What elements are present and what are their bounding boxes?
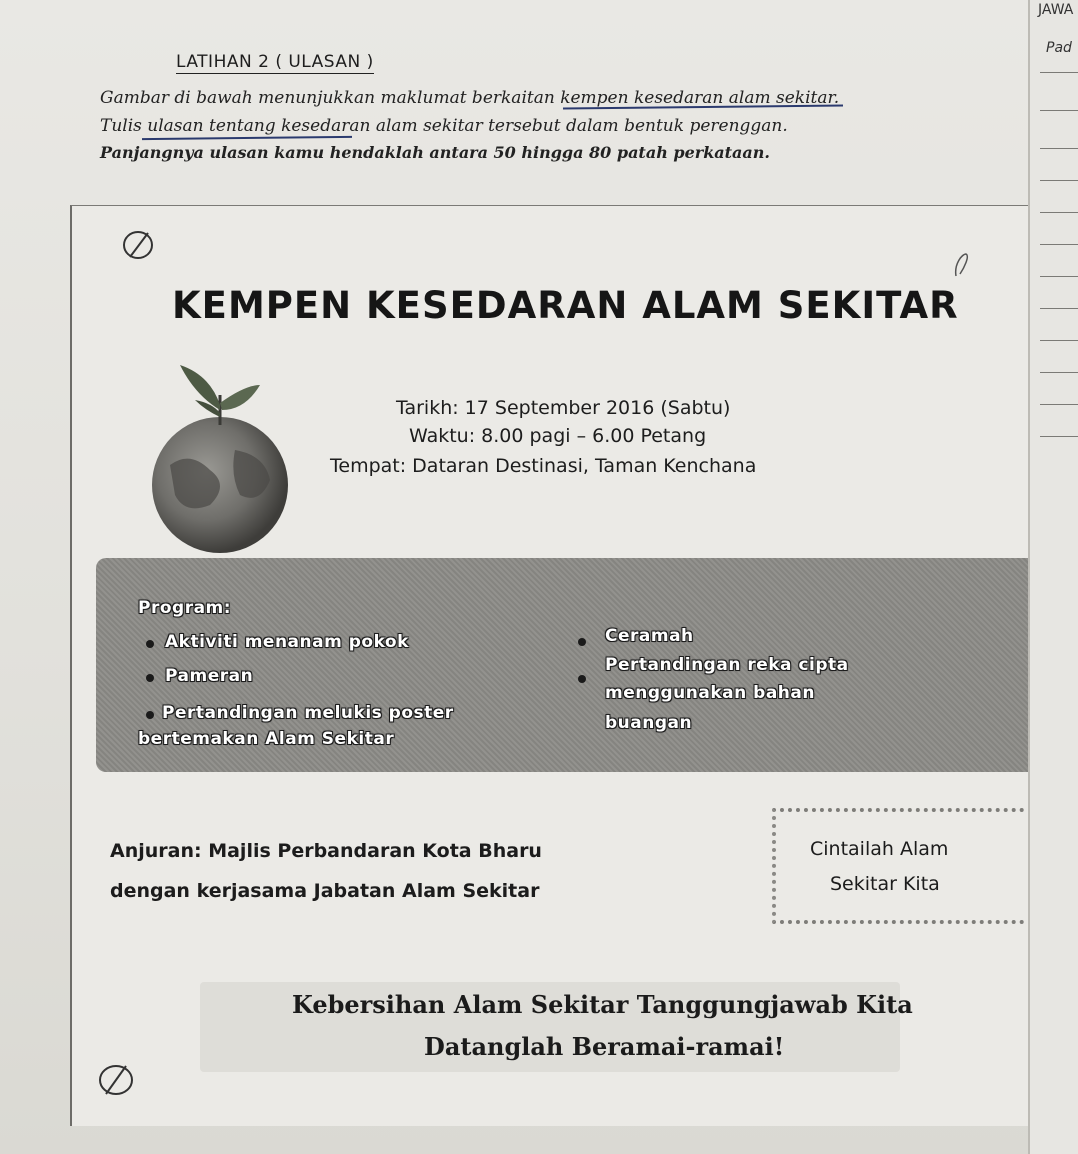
ruled-line [1040,72,1078,73]
ruled-line [1040,436,1078,437]
event-place: Tempat: Dataran Destinasi, Taman Kenchana [330,455,757,477]
poster-title: KEMPEN KESEDARAN ALAM SEKITAR [172,284,959,327]
program-item: menggunakan bahan [605,683,815,703]
program-item: Pertandingan melukis poster [162,703,454,723]
bullet [146,711,154,719]
adjacent-page-word: JAWA [1038,2,1074,18]
ruled-line [1040,110,1078,111]
program-item: bertemakan Alam Sekitar [138,729,395,749]
program-item: Pameran [165,666,254,686]
slogan-line-2: Sekitar Kita [830,873,940,895]
ruled-line [1040,212,1078,213]
pen-underline-2 [142,136,352,140]
ruled-line [1040,372,1078,373]
organizer-line-1: Anjuran: Majlis Perbandaran Kota Bharu [110,840,542,862]
slogan-line-1: Cintailah Alam [810,838,949,860]
pencil-mark-icon [950,250,974,280]
pencil-mark-icon [118,225,162,265]
adjacent-page [1028,0,1078,1154]
bullet [146,674,154,682]
slogan-scroll [772,808,1024,924]
bullet [146,640,154,648]
pencil-mark-icon [94,1060,138,1100]
instruction-line-1: Gambar di bawah menunjukkan maklumat berkaitan kempen kesedaran alam sekitar. [100,88,840,108]
program-item: Ceramah [605,626,694,646]
closing-line-1: Kebersihan Alam Sekitar Tanggungjawab Kita [292,990,913,1019]
adjacent-page-word: Pad [1046,40,1072,56]
program-item: Aktiviti menanam pokok [165,632,409,652]
program-item: buangan [605,713,693,733]
ruled-line [1040,308,1078,309]
ruled-line [1040,340,1078,341]
ruled-line [1040,276,1078,277]
program-label: Program: [138,598,232,618]
globe-sprout-icon [150,355,300,555]
ruled-line [1040,148,1078,149]
instruction-line-2: Tulis ulasan tentang kesedaran alam sekitar tersebut dalam bentuk perenggan. [100,116,788,136]
bullet [578,675,586,683]
organizer-line-2: dengan kerjasama Jabatan Alam Sekitar [110,880,540,902]
ruled-line [1040,244,1078,245]
event-date: Tarikh: 17 September 2016 (Sabtu) [396,397,731,419]
instruction-line-3: Panjangnya ulasan kamu hendaklah antara 50 hingga 80 patah perkataan. [100,143,770,162]
ruled-line [1040,180,1078,181]
bullet [578,638,586,646]
event-time: Waktu: 8.00 pagi – 6.00 Petang [409,425,707,447]
program-item: Pertandingan reka cipta [605,655,849,675]
ruled-line [1040,404,1078,405]
exercise-heading: LATIHAN 2 ( ULASAN ) [176,52,374,72]
closing-line-2: Datanglah Beramai-ramai! [424,1032,785,1061]
